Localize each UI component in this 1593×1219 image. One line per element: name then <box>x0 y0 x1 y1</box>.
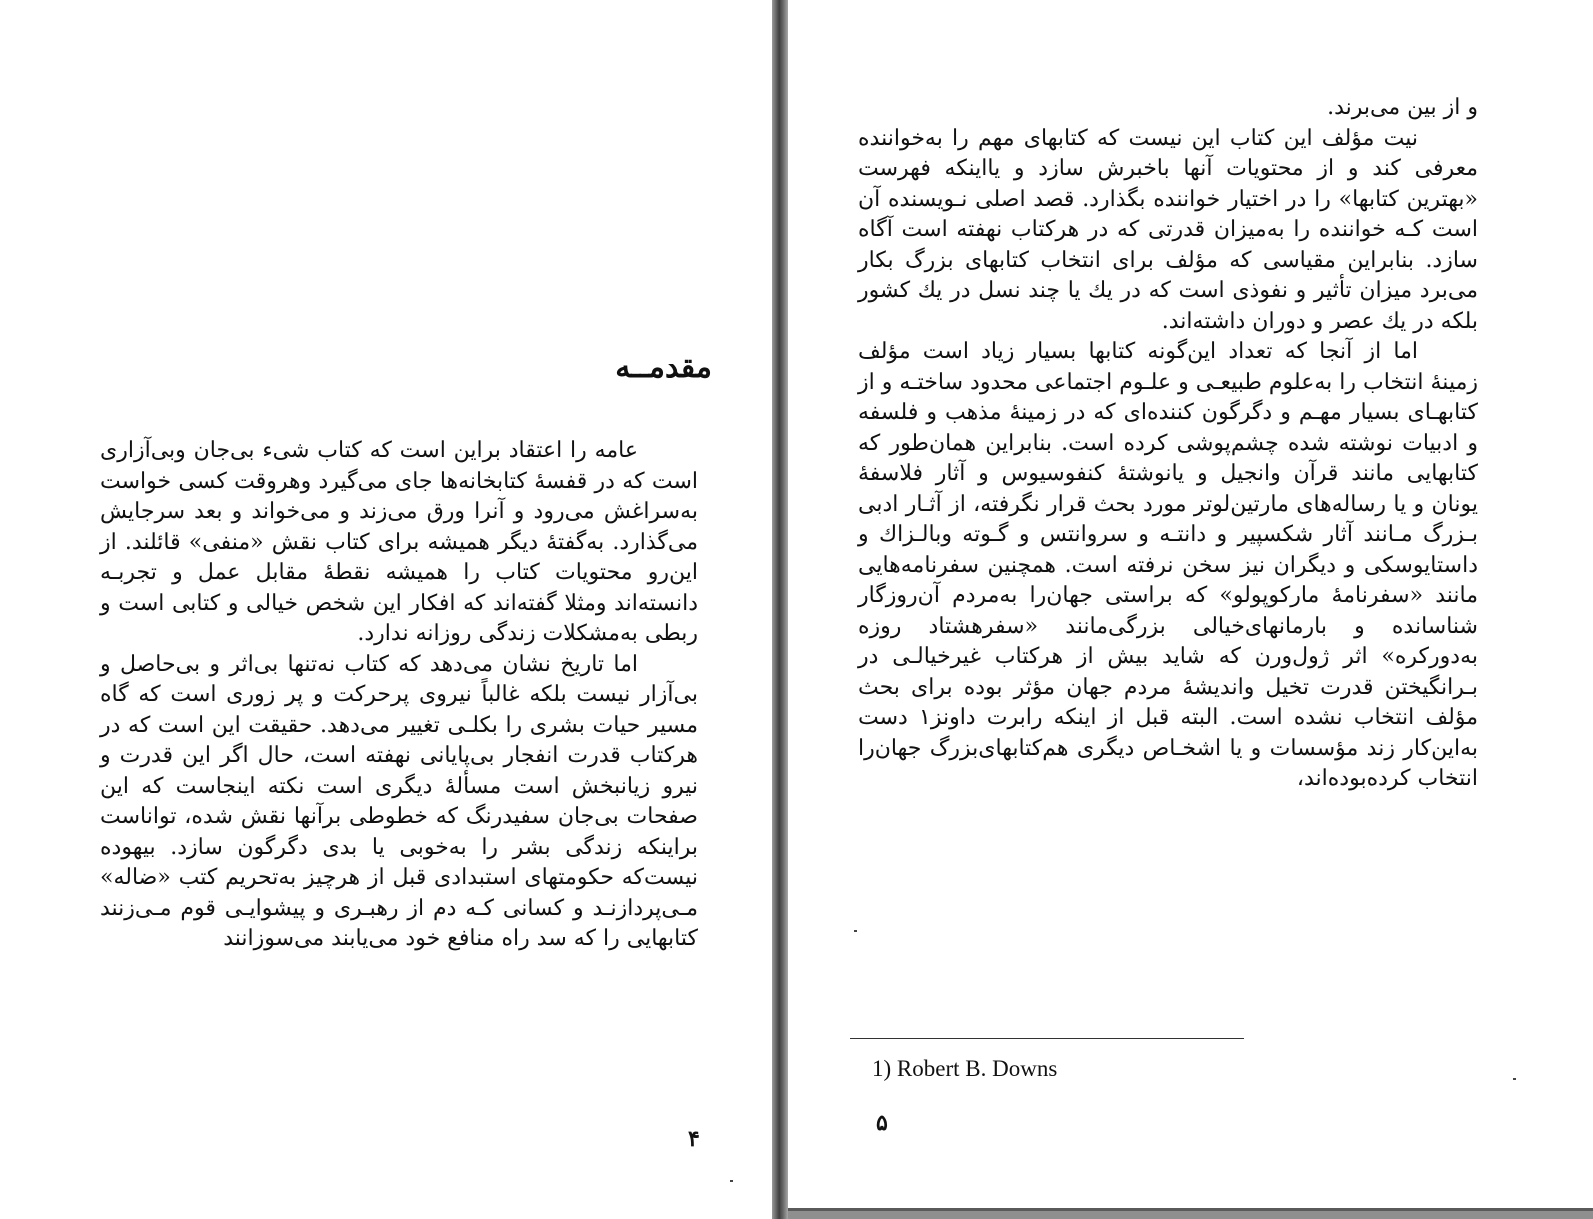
right-page-body <box>858 93 1478 795</box>
paragraph: و از بین می‌برند. <box>1327 95 1478 120</box>
left-page-number: ۴ <box>688 1126 700 1152</box>
print-speck <box>1513 1078 1516 1080</box>
print-speck <box>730 1180 733 1182</box>
paragraph: نیت مؤلف این کتاب این نیست که کتابهای مهم را به‌خواننده معرفی کند و از محتویات آنها باخبرش سازد و یااینکه فهرست «بهترین کتابها» را در اختیار خواننده بگذارد. قصد اصلی نـویسنده آن است کـه خواننده را به‌میزان قدرتی که در هرکتاب نهفته است آگاه سازد. بنابراین مقیاسی که مؤلف برای انتخاب کتابهای بزرگ بکار می‌برد میزان تأثیر و نفوذی است که در یك یا چند نسل در یك کشور بلکه در یك عصر و دوران داشته‌اند. <box>858 125 1478 334</box>
footnote: 1) Robert B. Downs <box>872 1056 1058 1081</box>
right-page-number: ۵ <box>876 1110 888 1136</box>
print-speck <box>854 930 857 932</box>
paragraph: عامه را اعتقاد براین است که کتاب شیء بی‌جان وبی‌آزاری است که در قفسهٔ کتابخانه‌ها جای می‌گیرد وهروقت کسی خواست به‌سراغش می‌رود و آنرا ورق می‌زند و می‌خواند و بعد سرجایش می‌گذارد. به‌گفتهٔ دیگر همیشه برای کتاب نقش «منفی» قائلند. از این‌رو محتویات کتاب را همیشه نقطهٔ مقابل عمل و تجربـه دانسته‌اند ومثلا گفته‌اند که افکار این شخص خیالی و کتابی است و ربطی به‌مشکلات زندگی روزانه ندارد. <box>100 438 698 646</box>
footnote-divider <box>850 1038 1244 1039</box>
paragraph: اما از آنجا که تعداد این‌گونه کتابها بسیار زیاد است مؤلف زمینهٔ انتخاب را به‌علوم طبیعـی و علـوم اجتماعی محدود ساختـه و از کتابهـای بسیار مهـم و دگرگون کننده‌ای که در زمینهٔ مذهب و فلسفه و ادبیات نوشته شده چشم‌پوشی کرده است. بنابراین همان‌طور که کتابهایی مانند قرآن وانجیل و یانوشتهٔ کنفوسیوس و آثار فلاسفهٔ یونان و یا رساله‌های مارتین‌لوتر مورد بحث قرار نگرفته، از آثـار ادبی بـزرگ مـانند آثار شکسپیر و دانتـه و سروانتس و گـوته وبالـزاك و داستایوسکی و دیگران نیز سخن نرفته است. همچنین سفرنامه‌هایی مانند «سفرنامهٔ مارکوپولو» که براستی جهان‌را به‌مردم آن‌روزگار شناسانده و بارمانهای‌خیالی بزرگی‌مانند «سفرهشتاد روزه به‌دورکره» اثر ژول‌ورن که شاید بیش از هرکتاب غیرخیالـی در بـرانگیختن قدرت تخیل واندیشهٔ مردم جهان مؤثر بوده برای بحث مؤلف انتخاب نشده است. البته قبل از اینکه رابرت داونز۱ دست به‌این‌کار زند مؤسسات و یا اشخـاص دیگری هم‌کتابهای‌بزرگ جهان‌را انتخاب کرده‌بوده‌اند، <box>858 339 1478 791</box>
paragraph: اما تاریخ نشان می‌دهد که کتاب نه‌تنها بی‌اثر و بی‌حاصل و بی‌آزار نیست بلکه غالباً نیروی پرحرکت و پر زوری است که گاه مسیر حیات بشری را بکلـی تغییر می‌دهد. حقیقت این است که در هرکتاب قدرت انفجار بی‌پایانی نهفته است، حال اگر این قدرت و نیرو زیانبخش است مسألهٔ دیگری است نکته اینجاست که این صفحات بی‌جان سفیدرنگ که خطوطی برآنها نقش شده، تواناست براینکه زندگی بشر را به‌خوبی یا بدی دگرگون سازد. بیهوده نیست‌که حکومتهای استبدادی قبل از هرچیز به‌تحریم کتب «ضاله» مـی‌پردازنـد و کسانی کـه دم از رهبـری و پیشوایـی قوم مـی‌زنند کتابهایی را که سد راه منافع خود می‌یابند می‌سوزانند <box>100 651 699 951</box>
right-page <box>788 0 1593 1208</box>
book-gutter <box>772 0 788 1219</box>
left-page <box>0 0 772 1219</box>
left-page-body <box>100 436 698 955</box>
chapter-heading: مقدمــه <box>615 350 712 385</box>
